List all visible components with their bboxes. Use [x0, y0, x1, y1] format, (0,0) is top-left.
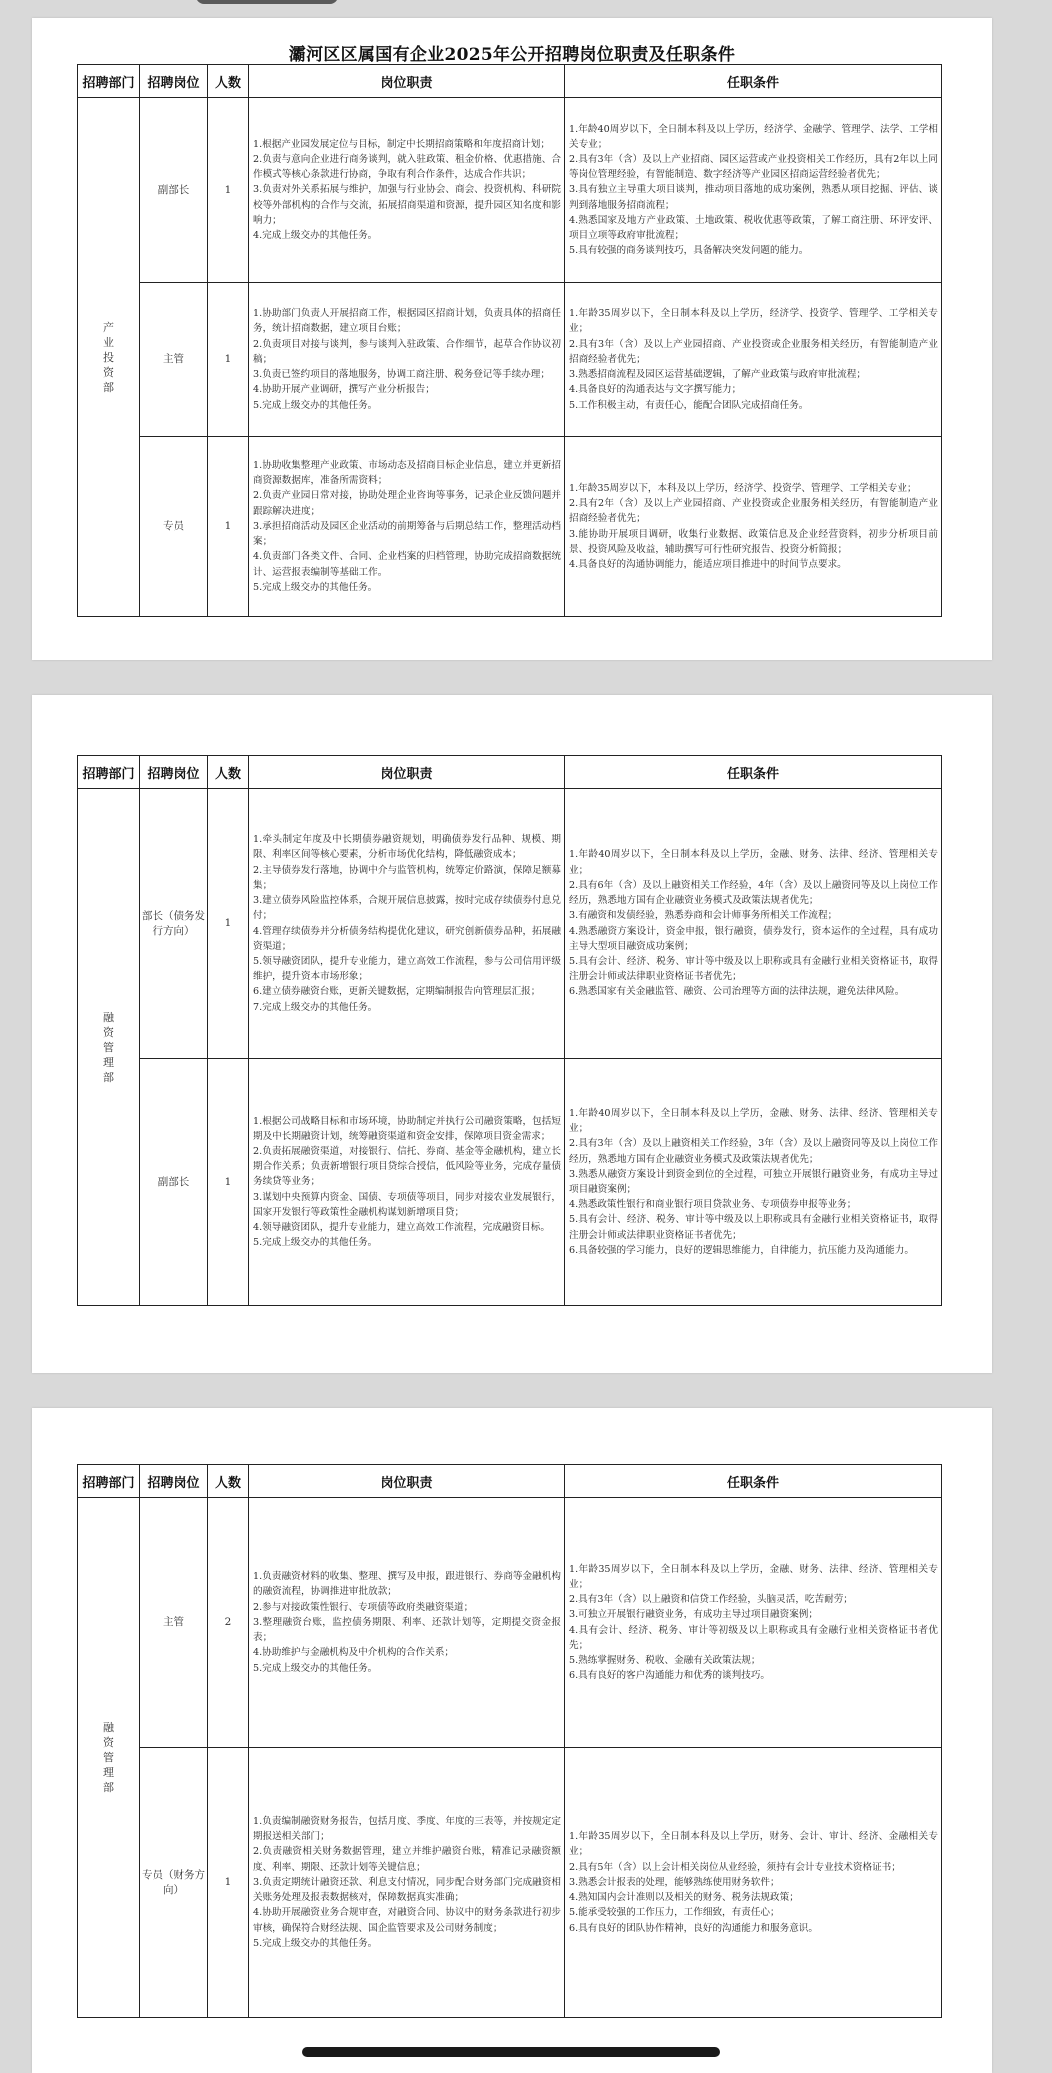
- header-dept: 招聘部门: [78, 756, 140, 789]
- dept-cell: 融资管理部: [78, 1498, 140, 2018]
- position-cell: 主管: [140, 1498, 208, 1748]
- header-count: 人数: [208, 65, 249, 98]
- dept-cell: 产业投资部: [78, 98, 140, 617]
- requirements-cell: 1.年龄35周岁以下，全日制本科及以上学历，金融、财务、法律、经济、管理相关专业； 2.具有3年（含）以上融资和信贷工作经验，头脑灵活，吃苦耐劳； 3.可独立开展银行融资业务，有成功主导过项目融资案例； 4.具有会计、经济、税务、审计等初级及以上职称或具有金融行业相关资格证书者优先； 5.熟练掌握财务、税收、金融有关政策法规； 6.具有良好的客户沟通能力和优秀的谈判技巧。: [565, 1498, 942, 1748]
- page-title: 灞河区区属国有企业2025年公开招聘岗位职责及任职条件: [288, 45, 736, 65]
- document-page-3: [32, 1408, 992, 2073]
- jobs-table: [77, 64, 942, 617]
- duties-cell: 1.协助部门负责人开展招商工作，根据园区招商计划，负责具体的招商任务，统计招商数据，建立项目台账； 2.负责项目对接与谈判，参与谈判入驻政策、合作细节，起草合作协议初稿； 3.负责已签约项目的落地服务，协调工商注册、税务登记等手续办理； 4.协助开展产业调研，撰写产业分析报告； 5.完成上级交办的其他任务。: [249, 283, 565, 437]
- jobs-table: [77, 755, 942, 1306]
- requirements-cell: 1.年龄40周岁以下，全日制本科及以上学历，经济学、金融学、管理学、法学、工学相关专业； 2.具有3年（含）及以上产业招商、园区运营或产业投资相关工作经历，具有2年以上同等岗位管理经验，有智能制造、数字经济等产业园区招商运营经验者优先； 3.具有独立主导重大项目谈判，推动项目落地的成功案例，熟悉从项目挖掘、评估、谈判到落地服务招商流程； 4.熟悉国家及地方产业政策、土地政策、税收优惠等政策，了解工商注册、环评安评、项目立项等政府审批流程； 5.具有较强的商务谈判技巧，具备解决突发问题的能力。: [565, 98, 942, 283]
- requirements-cell: 1.年龄40周岁以下，全日制本科及以上学历，金融、财务、法律、经济、管理相关专业； 2.具有3年（含）及以上融资相关工作经验，3年（含）及以上融资同等及以上岗位工作经历，熟悉地方国有企业融资业务模式及政策法规者优先； 3.熟悉从融资方案设计到资金到位的全过程，可独立开展银行融资业务，有成功主导过项目融资案例； 4.熟悉政策性银行和商业银行项目贷款业务、专项债券申报等业务； 5.具有会计、经济、税务、审计等中级及以上职称或具有金融行业相关资格证书，取得注册会计师或法律职业资格证书者优先； 6.具备较强的学习能力，良好的逻辑思维能力，自律能力，抗压能力及沟通能力。: [565, 1059, 942, 1306]
- position-cell: 部长（债务发行方向）: [140, 789, 208, 1059]
- table-header-row: [78, 65, 942, 98]
- header-requirements: 任职条件: [565, 756, 942, 789]
- table-header-row: [78, 756, 942, 789]
- table-row: [78, 1748, 942, 2018]
- count-cell: 1: [208, 1059, 249, 1306]
- requirements-cell: 1.年龄35周岁以下，全日制本科及以上学历，经济学、投资学、管理学、工学相关专业； 2.具有3年（含）及以上产业园招商、产业投资或企业服务相关经历，有智能制造产业招商经验者优先； 3.熟悉招商流程及园区运营基础逻辑，了解产业政策与政府审批流程； 4.具备良好的沟通表达与文字撰写能力； 5.工作积极主动，有责任心，能配合团队完成招商任务。: [565, 283, 942, 437]
- table-row: [78, 98, 942, 283]
- header-dept: 招聘部门: [78, 65, 140, 98]
- header-duties: 岗位职责: [249, 756, 565, 789]
- duties-cell: 1.协助收集整理产业政策、市场动态及招商目标企业信息，建立并更新招商资源数据库，准备所需资料； 2.负责产业园日常对接，协助处理企业咨询等事务，记录企业反馈问题并跟踪解决进度； 3.承担招商活动及园区企业活动的前期筹备与后期总结工作，整理活动档案； 4.负责部门各类文件、合同、企业档案的归档管理，协助完成招商数据统计、运营报表编制等基础工作。 5.完成上级交办的其他任务。: [249, 437, 565, 617]
- count-cell: 1: [208, 789, 249, 1059]
- count-cell: 2: [208, 1498, 249, 1748]
- requirements-cell: 1.年龄40周岁以下，全日制本科及以上学历，金融、财务、法律、经济、管理相关专业； 2.具有6年（含）及以上融资相关工作经验，4年（含）及以上融资同等及以上岗位工作经历，熟悉地方国有企业融资业务模式及政策法规者优先； 3.有融资和发债经验，熟悉券商和会计师事务所相关工作流程； 4.熟悉融资方案设计，资金申报，银行融资，债券发行，资本运作的全过程，具有成功主导大型项目融资成功案例； 5.具有会计、经济、税务、审计等中级及以上职称或具有金融行业相关资格证书，取得注册会计师或法律职业资格证书者优先； 6.熟悉国家有关金融监管、融资、公司治理等方面的法律法规，避免法律风险。: [565, 789, 942, 1059]
- duties-cell: 1.负责融资材料的收集、整理、撰写及申报，跟进银行、券商等金融机构的融资流程，协调推进审批放款； 2.参与对接政策性银行、专项债等政府类融资渠道； 3.整理融资台账，监控债务期限、利率、还款计划等，定期提交资金报表； 4.协助维护与金融机构及中介机构的合作关系； 5.完成上级交办的其他任务。: [249, 1498, 565, 1748]
- table-row: [78, 789, 942, 1059]
- header-requirements: 任职条件: [565, 1465, 942, 1498]
- requirements-cell: 1.年龄35周岁以下，全日制本科及以上学历，财务、会计、审计、经济、金融相关专业； 2.具有5年（含）以上会计相关岗位从业经验，须持有会计专业技术资格证书； 3.熟悉会计报表的处理，能够熟练使用财务软件； 4.熟知国内会计准则以及相关的财务、税务法规政策； 5.能承受较强的工作压力，工作细致，有责任心； 6.具有良好的团队协作精神，良好的沟通能力和服务意识。: [565, 1748, 942, 2018]
- position-cell: 专员: [140, 437, 208, 617]
- header-duties: 岗位职责: [249, 65, 565, 98]
- table-row: [78, 1059, 942, 1306]
- table-header-row: [78, 1465, 942, 1498]
- duties-cell: 1.根据公司战略目标和市场环境，协助制定并执行公司融资策略，包括短期及中长期融资计划，统筹融资渠道和资金安排，保障项目资金需求； 2.负责拓展融资渠道，对接银行、信托、券商、基金等金融机构，建立长期合作关系；负责新增银行项目贷综合授信，低风险等业务，完成存量债务续贷等业务； 3.谋划中央预算内资金、国债、专项债等项目，同步对接农业发展银行，国家开发银行等政策性金融机构谋划新增项目贷； 4.领导融资团队，提升专业能力，建立高效工作流程，完成融资目标。 5.完成上级交办的其他任务。: [249, 1059, 565, 1306]
- dept-cell: 融资管理部: [78, 789, 140, 1306]
- table-row: [78, 437, 942, 617]
- count-cell: 1: [208, 98, 249, 283]
- position-cell: 专员（财务方向）: [140, 1748, 208, 2018]
- table-row: [78, 283, 942, 437]
- home-indicator[interactable]: [302, 2047, 720, 2057]
- count-cell: 1: [208, 1748, 249, 2018]
- header-duties: 岗位职责: [249, 1465, 565, 1498]
- table-row: [78, 1498, 942, 1748]
- window-handle: [196, 0, 338, 4]
- document-page-1: [32, 18, 992, 660]
- header-position: 招聘岗位: [140, 1465, 208, 1498]
- count-cell: 1: [208, 283, 249, 437]
- header-requirements: 任职条件: [565, 65, 942, 98]
- position-cell: 副部长: [140, 1059, 208, 1306]
- duties-cell: 1.根据产业园发展定位与目标，制定中长期招商策略和年度招商计划； 2.负责与意向企业进行商务谈判，就入驻政策、租金价格、优惠措施、合作模式等核心条款进行协商，争取有利合作条件，达成合作共识； 3.负责对外关系拓展与维护，加强与行业协会、商会、投资机构、科研院校等外部机构的合作与交流，拓展招商渠道和资源，提升园区知名度和影响力； 4.完成上级交办的其他任务。: [249, 98, 565, 283]
- duties-cell: 1.牵头制定年度及中长期债券融资规划，明确债券发行品种、规模、期限、利率区间等核心要素，分析市场优化结构，降低融资成本； 2.主导债券发行落地，协调中介与监管机构，统筹定价路演，保障足额募集； 3.建立债券风险监控体系，合规开展信息披露，按时完成存续债券付息兑付； 4.管理存续债券并分析债务结构提优化建议，研究创新债券品种，拓展融资渠道； 5.领导融资团队，提升专业能力，建立高效工作流程，参与公司信用评级维护，提升资本市场形象； 6.建立债券融资台账，更新关键数据，定期编制报告向管理层汇报； 7.完成上级交办的其他任务。: [249, 789, 565, 1059]
- count-cell: 1: [208, 437, 249, 617]
- requirements-cell: 1.年龄35周岁以下，本科及以上学历，经济学、投资学、管理学、工学相关专业； 2.具有2年（含）及以上产业园招商、产业投资或企业服务相关经历，有智能制造产业招商经验者优先； 3.能协助开展项目调研，收集行业数据、政策信息及企业经营资料，初步分析项目前景、投资风险及收益，辅助撰写可行性研究报告、投资分析简报； 4.具备良好的沟通协调能力，能适应项目推进中的时间节点要求。: [565, 437, 942, 617]
- jobs-table: [77, 1464, 942, 2018]
- header-position: 招聘岗位: [140, 65, 208, 98]
- header-position: 招聘岗位: [140, 756, 208, 789]
- header-count: 人数: [208, 1465, 249, 1498]
- document-page-2: [32, 695, 992, 1373]
- position-cell: 副部长: [140, 98, 208, 283]
- duties-cell: 1.负责编制融资财务报告，包括月度、季度、年度的三表等，并按规定定期报送相关部门； 2.负责融资相关财务数据管理，建立并维护融资台账，精准记录融资额度、利率、期限、还款计划等关键信息； 3.负责定期统计融资还款、利息支付情况，同步配合财务部门完成融资相关账务处理及报表数据核对，保障数据真实准确； 4.协助开展融资业务合规审查，对融资合同、协议中的财务条款进行初步审核，确保符合财经法规、国企监管要求及公司财务制度； 5.完成上级交办的其他任务。: [249, 1748, 565, 2018]
- position-cell: 主管: [140, 283, 208, 437]
- header-dept: 招聘部门: [78, 1465, 140, 1498]
- header-count: 人数: [208, 756, 249, 789]
